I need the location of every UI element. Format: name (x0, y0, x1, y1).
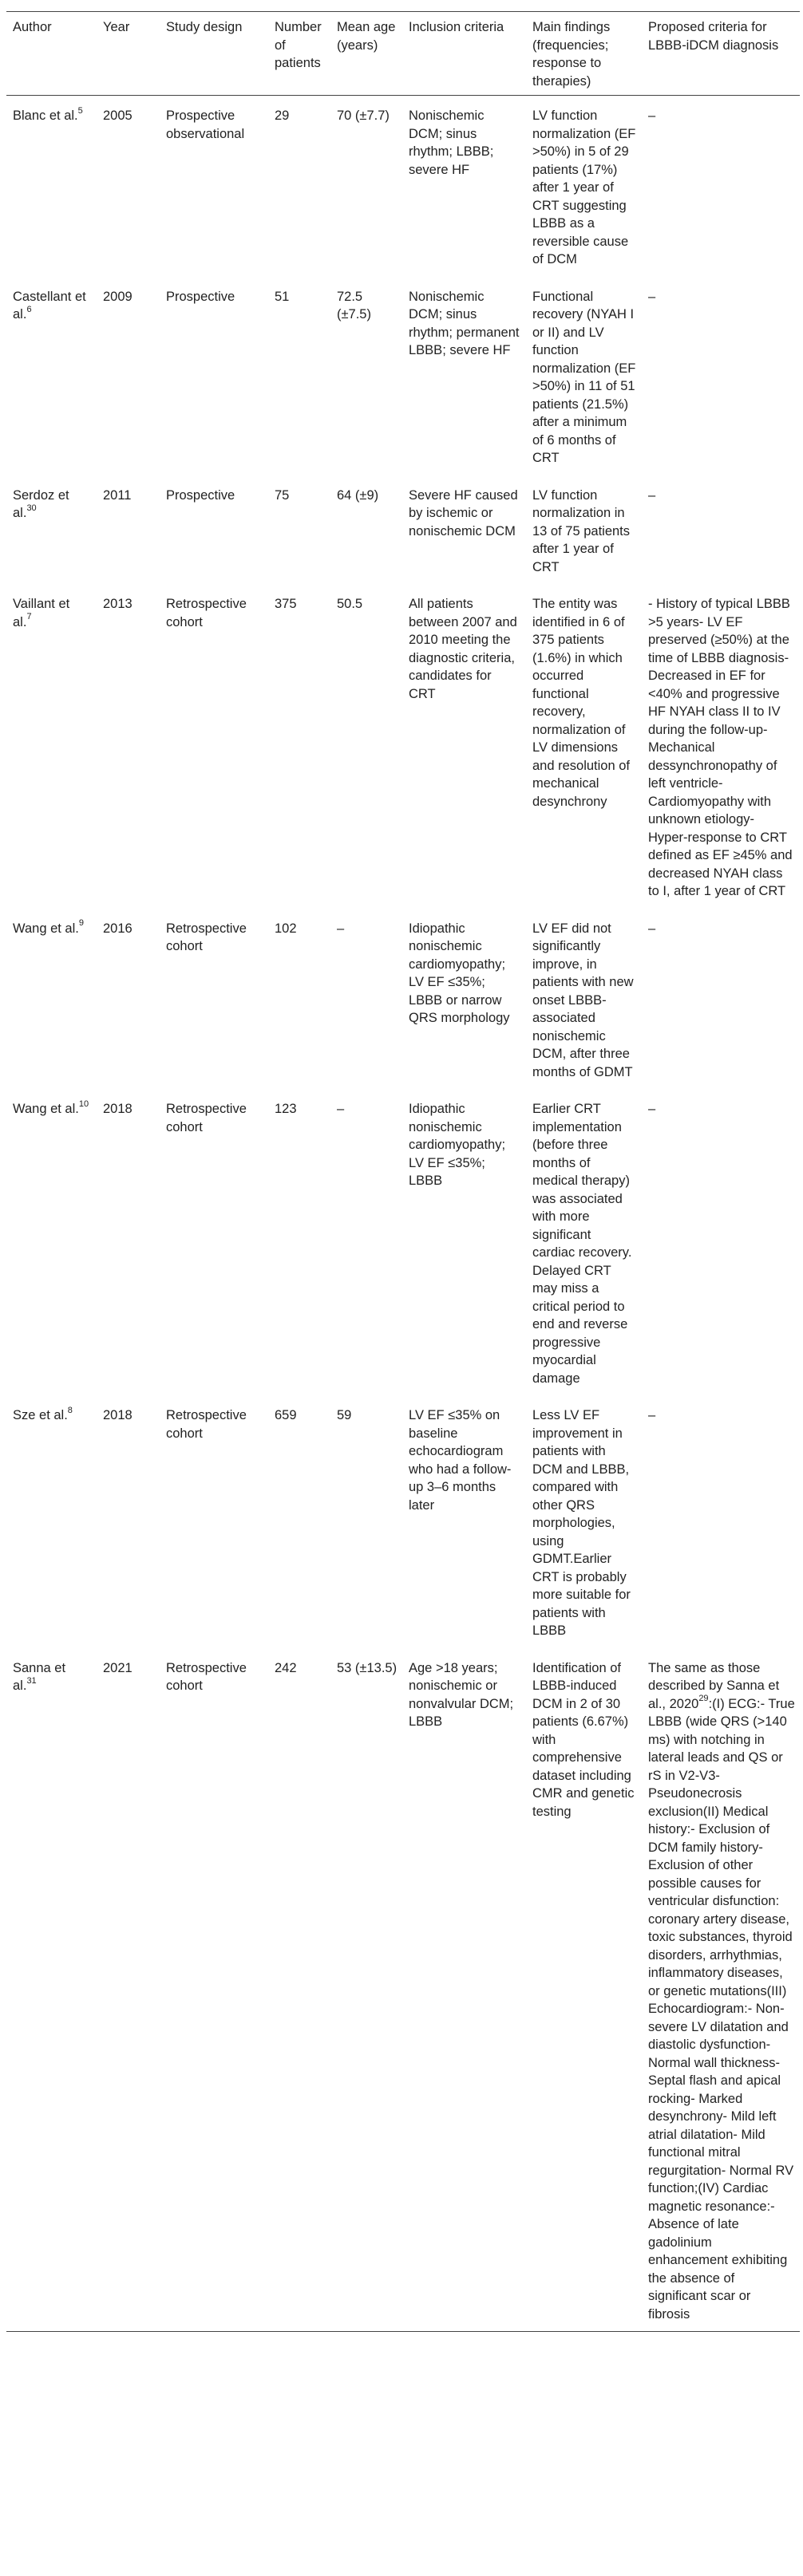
cell-age: 64 (±9) (337, 487, 379, 503)
cell-year: 2016 (103, 921, 133, 936)
criteria-text: :(I) ECG:- True LBBB (wide QRS (>140 ms) with notching in lateral leads and QS or rS in V2-V3- Pseudonecrosis exclusion(II) Medical history:- Exclusion of DCM family history- Exclusion of other possible causes for ventricular disfunction: coronary artery disease, toxic substances, thyroid disorders, arrhythmias, inflammatory diseases, or genetic mutations(III) Echocardiogram:- Non-severe LV dilatation and diastolic dysfunction- Normal wall thickness- Septal flash and apical rocking- Marked desynchrony- Mild left atrial dilatation- Mild functional mitral regurgitation- Normal RV function;(IV) Cardiac magnetic resonance:- Absence of late gadolinium enhancement exhibiting the absence of significant scar or fibrosis (648, 1696, 795, 2322)
criteria-intro: The same as those described by Sanna et al., 2020 (648, 1660, 780, 1711)
author-name: Sanna et al. (13, 1660, 66, 1693)
cell-inclusion: Severe HF caused by ischemic or nonischemic DCM (409, 487, 518, 538)
cell-year: 2011 (103, 487, 132, 503)
cell-inclusion: Idiopathic nonischemic cardiomyopathy; LV EF ≤35%; LBBB or narrow QRS morphology (409, 921, 510, 1025)
cell-criteria: – (648, 487, 656, 503)
cell-age: – (337, 1102, 345, 1116)
cell-criteria (642, 1648, 800, 2332)
author-name: Wang et al. (13, 921, 79, 936)
table-header-row (6, 12, 800, 96)
cell-inclusion: Nonischemic DCM; sinus rhythm; permanent LBBB; severe HF (409, 289, 520, 357)
cell-number: 75 (275, 487, 290, 503)
author-name: Vaillant et al. (13, 597, 70, 629)
cell-inclusion: Idiopathic nonischemic cardiomyopathy; LV EF ≤35%; LBBB (409, 1102, 506, 1188)
cell-number: 123 (275, 1102, 297, 1116)
reference-number: 31 (26, 1675, 37, 1686)
reference-number: 6 (26, 304, 32, 314)
reference-number: 29 (698, 1694, 709, 1703)
cell-number: 29 (275, 108, 290, 123)
table-row (6, 1648, 800, 2332)
header-criteria: Proposed criteria for LBBB-iDCM diagnosis (642, 12, 800, 96)
cell-author (6, 475, 97, 585)
reference-number: 7 (26, 612, 32, 621)
cell-age: 70 (±7.7) (337, 108, 390, 123)
author-name: Castellant et al. (13, 289, 86, 322)
cell-design: Retrospective cohort (166, 921, 247, 953)
header-author: Author (6, 12, 97, 96)
cell-number: 102 (275, 921, 297, 936)
cell-findings: LV EF did not significantly improve, in patients with new onset LBBB-associated nonischemic DCM, after three months of GDMT (532, 921, 634, 1079)
cell-findings: Functional recovery (NYAH I or II) and LV function normalization (EF >50%) in 11 of 51 patients (21.5%) after a minimum of 6 months of CRT (532, 289, 636, 465)
cell-number: 659 (275, 1408, 297, 1422)
cell-age: 59 (337, 1408, 352, 1422)
cell-year: 2005 (103, 108, 133, 123)
author-name: Sze et al. (13, 1408, 68, 1422)
cell-year: 2021 (97, 1648, 160, 2332)
cell-findings: The entity was identified in 6 of 375 patients (1.6%) in which occurred functional recovery, normalization of LV dimensions and resolution of mechanical desynchrony (532, 597, 631, 809)
cell-findings: Earlier CRT implementation (before three months of medical therapy) was associated with more significant cardiac recovery. Delayed CRT may miss a critical period to end and reverse progressive myocardial damage (532, 1102, 632, 1386)
cell-inclusion: Age >18 years; nonischemic or nonvalvular DCM; LBBB (402, 1648, 526, 2332)
reference-number: 30 (26, 503, 37, 513)
cell-design: Retrospective cohort (166, 1408, 247, 1441)
cell-age: 72.5 (±7.5) (337, 289, 371, 322)
table-row (6, 584, 800, 909)
cell-year: 2013 (103, 597, 133, 611)
cell-design: Prospective observational (166, 108, 245, 141)
cell-design: Prospective (166, 487, 235, 503)
reference-number: 10 (78, 1099, 89, 1109)
cell-year: 2018 (103, 1102, 133, 1116)
cell-criteria: – (648, 108, 656, 123)
table-row (6, 96, 800, 277)
cell-design: Prospective (166, 289, 235, 304)
table-row (6, 475, 800, 585)
reference-number: 9 (78, 918, 84, 928)
cell-criteria: – (648, 1408, 656, 1422)
cell-inclusion: All patients between 2007 and 2010 meeting the diagnostic criteria, candidates for CRT (409, 597, 517, 701)
cell-author (6, 1395, 97, 1648)
cell-author (6, 96, 97, 277)
header-inclusion: Inclusion criteria (402, 12, 526, 96)
cell-author (6, 277, 97, 475)
cell-age: 50.5 (337, 597, 363, 611)
cell-findings: LV function normalization in 13 of 75 patients after 1 year of CRT (532, 487, 631, 574)
cell-criteria: – (648, 1102, 656, 1116)
author-name: Blanc et al. (13, 108, 78, 123)
cell-criteria: - History of typical LBBB >5 years- LV EF preserved (≥50%) at the time of LBBB diagnosis- Decreased in EF for <40% and progressive HF NYAH class II to IV during the follow-up- Mechanical dessynchronopathy of left ventricle- Cardiomyopathy with unknown etiology- Hyper-response to CRT defined as EF ≥45% and decreased NYAH class to I, after 1 year of CRT (648, 597, 793, 898)
cell-findings: Less LV EF improvement in patients with DCM and LBBB, compared with other QRS morphologies, using GDMT.Earlier CRT is probably more suitable for patients with LBBB (532, 1408, 631, 1638)
cell-author (6, 1648, 97, 2332)
cell-age: 53 (±13.5) (330, 1648, 402, 2332)
cell-author (6, 1089, 97, 1395)
header-design: Study design (160, 12, 268, 96)
cell-author (6, 584, 97, 909)
header-number: Number of patients (268, 12, 330, 96)
cell-number: 375 (275, 597, 297, 611)
table-row (6, 1089, 800, 1395)
cell-findings: Identification of LBBB-induced DCM in 2 of 30 patients (6.67%) with comprehensive dataset including CMR and genetic testing (526, 1648, 642, 2332)
cell-criteria: – (648, 921, 656, 936)
cell-age: – (337, 921, 345, 936)
cell-year: 2009 (103, 289, 133, 304)
reference-number: 8 (67, 1405, 73, 1415)
reference-number: 5 (77, 105, 83, 116)
cell-design: Retrospective cohort (166, 597, 247, 629)
cell-design: Retrospective cohort (160, 1648, 268, 2332)
cell-design: Retrospective cohort (166, 1102, 247, 1134)
table-row (6, 909, 800, 1090)
table-row (6, 277, 800, 475)
cell-number: 242 (268, 1648, 330, 2332)
header-findings: Main findings (frequencies; response to therapies) (526, 12, 642, 96)
header-age: Mean age (years) (330, 12, 402, 96)
cell-criteria: – (648, 289, 656, 304)
cell-number: 51 (275, 289, 290, 304)
cell-inclusion: Nonischemic DCM; sinus rhythm; LBBB; severe HF (409, 108, 494, 177)
cell-year: 2018 (103, 1408, 133, 1422)
cell-findings: LV function normalization (EF >50%) in 5 of 29 patients (17%) after 1 year of CRT suggesting LBBB as a reversible cause of DCM (532, 108, 636, 266)
header-year: Year (97, 12, 160, 96)
studies-table (6, 11, 800, 2332)
table-row (6, 1395, 800, 1648)
cell-inclusion: LV EF ≤35% on baseline echocardiogram who had a follow-up 3–6 months later (409, 1408, 512, 1513)
author-name: Wang et al. (13, 1102, 79, 1116)
author-name: Serdoz et al. (13, 487, 69, 520)
cell-author (6, 909, 97, 1090)
